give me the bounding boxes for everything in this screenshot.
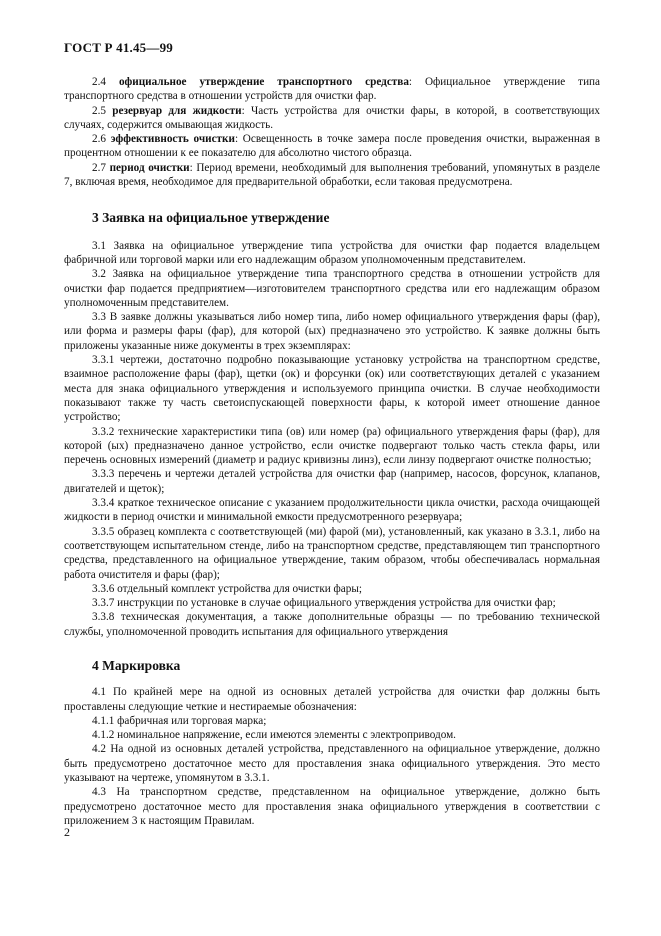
document-body [64, 75, 600, 828]
definition-2-5: 2.5 резервуар для жидкости: Часть устройства для очистки фары, в которой, в соответствующих случаях, содержится омывающая жидкость. [64, 104, 600, 131]
definition-2-6: 2.6 эффективность очистки: Освещенность в точке замера после проведения очистки, выраженная в процентном отношении к ее показателю для абсолютно чистого образца. [64, 133, 600, 160]
paragraph-3-3-7: 3.3.7 инструкции по установке в случае официального утверждения устройства для очистки фар; [92, 597, 556, 610]
definition-2-7: 2.7 период очистки: Период времени, необходимый для выполнения требований, упомянутых в разделе 7, включая время, необходимое для предварительной обработки, если таковая предусмотрена. [64, 161, 601, 189]
paragraph-3-3-6: 3.3.6 отдельный комплект устройства для очистки фары; [92, 582, 362, 595]
paragraph-4-1: 4.1 По крайней мере на одной из основных деталей устройства для очистки фар должны быть проставлены следующие четкие и нестираемые обозначения: [64, 686, 600, 713]
section-4-heading: 4 Маркировка [92, 657, 181, 673]
definition-2-4: 2.4 официальное утверждение транспортного средства: Официальное утверждение типа транспортного средства в отношении устройств для очистки фар. [64, 76, 601, 103]
paragraph-3-3-1: 3.3.1 чертежи, достаточно подробно показывающие установку устройства на транспортном средстве, взаимное расположение фары (фар), щетки (ок) и форсунки (ок) или соответствующих деталей с указанием места для знака официального утверждения и используемого принципа очистки. В случае необходимости показывают также ту часть светоиспускающей поверхности фары, к которой имеет отношение данное устройство; [64, 354, 600, 424]
paragraph-3-1: 3.1 Заявка на официальное утверждение типа устройства для очистки фар подается владельцем фабричной или торговой марки или его надлежащим образом уполномоченным представителем. [64, 239, 600, 266]
document-header: ГОСТ Р 41.45—99 [64, 40, 173, 55]
page-number: 2 [64, 825, 70, 839]
paragraph-3-3-4: 3.3.4 краткое техническое описание с указанием продолжительности цикла очистки, расхода очищающей жидкости в период очистки и минимальной емкости предусмотренного резервуара; [64, 497, 600, 524]
paragraph-3-3: 3.3 В заявке должны указываться либо номер типа, либо номер официального утверждения фары (фар), или форма и размеры фары (фар), для которой (ых) предназначено это устройство. К заявке должны быть приложены указанные ниже документы в трех экземплярах: [64, 311, 600, 352]
paragraph-3-3-8: 3.3.8 техническая документация, а также дополнительные образцы — по требованию технической службы, уполномоченной проводить испытания для официального утверждения [64, 611, 600, 638]
paragraph-4-2: 4.2 На одной из основных деталей устройства, представленного на официальное утверждение, должно быть предусмотрено достаточное место для проставления знака официального утверждения. Это место указывают на чертеже, упомянутом в 3.3.1. [64, 743, 600, 785]
paragraph-3-2: 3.2 Заявка на официальное утверждение типа транспортного средства в отношении устройств для очистки фар подается предприятием—изготовителем транспортного средства или его надлежащим образом уполномоченным представителем. [64, 268, 600, 309]
paragraph-3-3-5: 3.3.5 образец комплекта с соответствующей (ми) фарой (ми), установленный, как указано в 3.3.1, либо на соответствующем испытательном стенде, либо на транспортном средстве, представляющем тип транспортного средства, представленного на официальное утверждение, таким образом, чтобы обеспечивалась нормальная работа очистителя и фары (фар); [64, 525, 600, 581]
paragraph-4-3: 4.3 На транспортном средстве, представленном на официальное утверждение, должно быть предусмотрено достаточное место для проставления знака официального утверждения в соответствии с приложением 3 к настоящим Правилам. [64, 786, 600, 827]
paragraph-4-1-1: 4.1.1 фабричная или торговая марка; [92, 714, 267, 727]
paragraph-3-3-3: 3.3.3 перечень и чертежи деталей устройства для очистки фар (например, насосов, форсунок, клапанов, двигателей и щеток); [64, 468, 600, 495]
paragraph-4-1-2: 4.1.2 номинальное напряжение, если имеются элементы с электроприводом. [92, 729, 456, 742]
section-3-heading: 3 Заявка на официальное утверждение [92, 210, 330, 226]
paragraph-3-3-2: 3.3.2 технические характеристики типа (ов) или номер (ра) официального утверждения фары (фар), для которой (ых) предназначено данное устройство, если очистке подвергают только часть стекла фары, или перечень основных измерений (диаметр и радиус кривизны линз), если линзу подвергают очистке полностью; [64, 425, 600, 467]
